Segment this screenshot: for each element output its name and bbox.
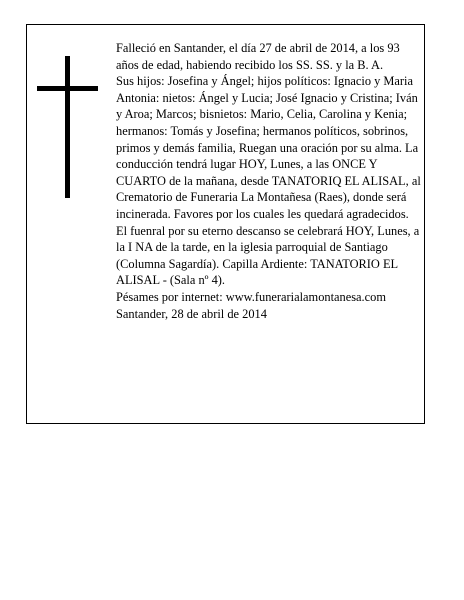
obituary-notice [26,24,425,424]
death-announcement: Falleció en Santander, el día 27 de abril de 2014, a los 93 años de edad, habiendo recibido los SS. SS. y la B. A. [116,41,400,72]
latin-cross-icon [37,56,101,198]
online-condolences: Pésames por internet: www.funerarialamontanesa.com [116,289,386,304]
cross-horizontal-bar [37,86,98,91]
obituary-text [116,40,422,322]
family-and-service-details: Sus hijos: Josefina y Ángel; hijos políticos: Ignacio y Maria Antonia: nietos: Ángel y Lucia; José Ignacio y Cristina; Iván y Aroa; Marcos; bisnietos: Mario, Celia, Carolina y Kenia; hermanos: Tomás y Josefina; hermanos políticos, sobrinos, primos y demás familia, Ruegan una oración por su alma. La conducción tendrá lugar HOY, Lunes, a las ONCE Y CUARTO de la mañana, desde TANATORIQ EL ALISAL, al Crematorio de Funeraria La Montañesa (Raes), donde será incinerada. Favores por los cuales les quedará agradecidos. El fuenral por su eterno descanso se celebrará HOY, Lunes, a la I NA de la tarde, en la iglesia parroquial de Santiago (Columna Sagardía). Capilla Ardiente: TANATORIO EL ALISAL - (Sala nº 4). [116,74,421,288]
cross-vertical-bar [65,56,70,198]
place-and-date: Santander, 28 de abril de 2014 [116,306,267,321]
